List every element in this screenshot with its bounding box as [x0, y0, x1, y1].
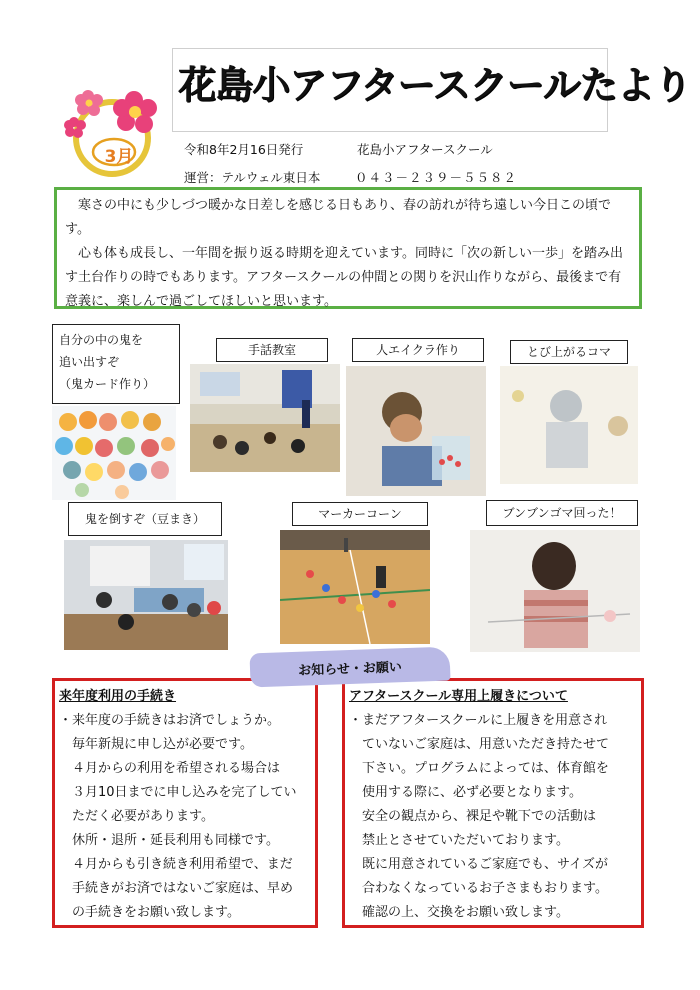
intro-paragraph: 心も体も成長し、一年間を振り返る時期を迎えています。同時に「次の新しい一歩」を踏み出す土台作りの時でもあります。アフタースクールの仲間との関りを沢山作りながら、最後まで有意義に、楽しんで過ごしてほしいと思います。	[65, 246, 623, 309]
notice-line: 安全の観点から、裸足や靴下での活動は	[362, 809, 597, 824]
notice-line: ・まだアフタースクールに上履きを用意され	[349, 713, 608, 728]
notice-line: 既に用意されているご家庭でも、サイズが	[362, 857, 608, 872]
notice-line: ４月からの利用を希望される場合は	[72, 761, 281, 776]
newsletter-title: 花島小アフタースクールたより	[178, 63, 691, 107]
notice-line: 休所・退所・延長利用も同様です。	[72, 833, 279, 848]
notice-heading: 来年度利用の手続き	[59, 689, 177, 704]
notice-line: の手続きをお願い致します。	[72, 905, 240, 920]
notice-line: 毎年新規に申し込が必要です。	[72, 737, 253, 752]
photo-salmon-roe	[346, 366, 486, 496]
caption-marker-cone: マーカーコーン	[292, 502, 428, 526]
phone-number: ０４３－２３９－５５８２	[355, 170, 518, 185]
month-badge: 3月	[104, 147, 134, 167]
caption-salmon-roe: 人エイクラ作り	[352, 338, 484, 362]
notice-line: ・来年度の手続きはお済でしょうか。	[59, 713, 281, 728]
notice-indoor-shoes	[342, 678, 644, 928]
notice-heading: アフタースクール専用上履きについて	[349, 689, 568, 704]
caption-sign-language: 手話教室	[216, 338, 328, 362]
intro-paragraph: 寒さの中にも少しづつ暖かな日差しを感じる日もあり、春の訪れが待ち遠しい今日この頃です。	[65, 198, 612, 237]
caption-line: 追い出すぞ	[59, 355, 120, 369]
notice-line: 合わなくなっているお子さまもおります。	[362, 881, 608, 896]
notice-line: ただく必要があります。	[72, 809, 214, 824]
photo-jumping-top	[500, 366, 638, 484]
photo-spinning-top	[470, 530, 640, 652]
notice-enrollment	[52, 678, 318, 928]
notice-line: 確認の上、交換をお願い致します。	[362, 905, 569, 920]
caption-jumping-top: とび上がるコマ	[510, 340, 628, 364]
notice-line: 禁止とさせていただいております。	[362, 833, 569, 848]
school-name: 花島小アフタースクール	[357, 142, 493, 157]
operator: 運営：テルウェル東日本	[184, 170, 321, 185]
notice-line: 使用する際に、必ず必要となります。	[362, 785, 582, 800]
notice-line: 下さい。プログラムによっては、体育館を	[362, 761, 609, 776]
caption-line: （鬼カード作り）	[59, 377, 156, 391]
notice-line: 手続きがお済ではないご家庭は、早め	[72, 881, 294, 896]
caption-oni-card	[52, 324, 180, 404]
caption-spinning-top: ブンブンゴマ回った！	[486, 500, 638, 526]
intro-message	[54, 187, 642, 309]
notice-line: ていないご家庭は、用意いただき持たせて	[362, 737, 610, 752]
notice-line: ４月からも引き続き利用希望で、まだ	[72, 857, 293, 872]
caption-bean-throwing: 鬼を倒すぞ（豆まき）	[68, 502, 222, 536]
photo-sign-language	[190, 364, 340, 472]
photo-marker-cone	[280, 530, 430, 644]
caption-line: 自分の中の鬼を	[59, 333, 144, 347]
photo-bean-throwing	[64, 540, 228, 650]
notice-line: ３月10日までに申し込みを完了してい	[72, 785, 297, 800]
photo-oni-cards	[52, 406, 176, 500]
issue-date: 令和8年2月16日発行	[184, 142, 304, 157]
notice-banner: お知らせ・お願い	[249, 647, 450, 688]
